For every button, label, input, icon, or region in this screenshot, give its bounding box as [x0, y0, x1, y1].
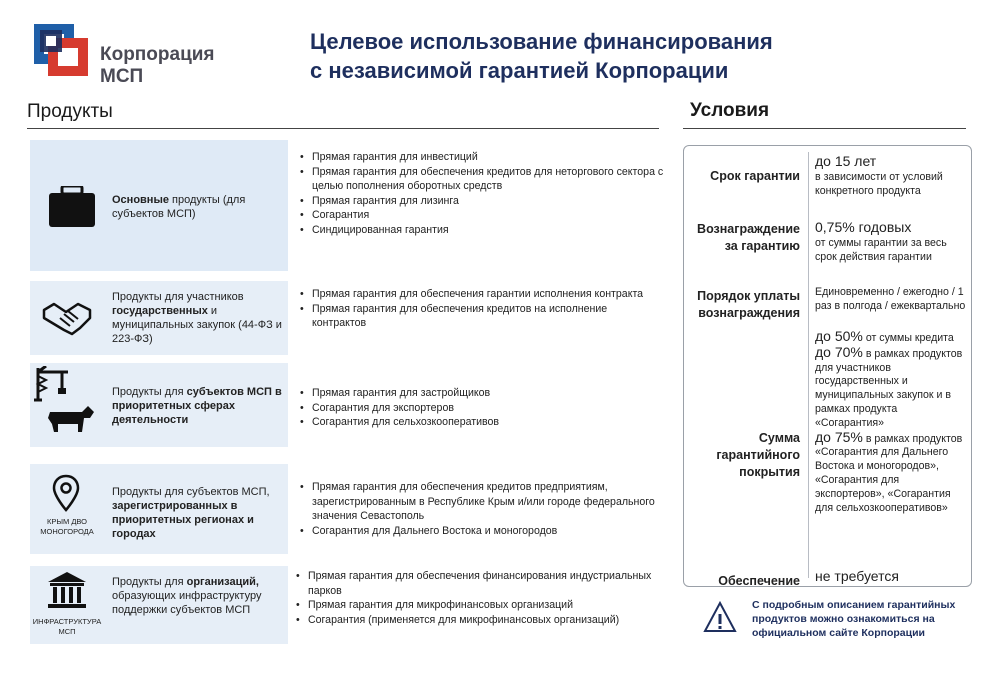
list-item: • Согарантия для экспортеров: [300, 401, 650, 416]
list-item: • Прямая гарантия для обеспечения гарантии исполнения контракта: [300, 287, 650, 302]
products-heading: Продукты: [27, 101, 113, 122]
list-item: • Прямая гарантия для обеспечения кредитов на исполнение контрактов: [300, 302, 650, 331]
product-label-procurement: Продукты для участников государственных и муниципальных закупок (44-ФЗ и 223-ФЗ): [112, 291, 282, 345]
fee-value: 0,75% годовых от суммы гарантии за весь срок действия гарантии: [815, 219, 947, 263]
coverage-label: Сумма гарантийного покрытия: [716, 431, 800, 479]
product-bullets-infrastructure: [296, 569, 668, 627]
logo-line2: МСП: [100, 66, 144, 87]
product-label-regions: Продукты для субъектов МСП, зарегистрированных в приоритетных регионах и городах: [112, 486, 270, 540]
regions-icon-caption: КРЫМ ДВО МОНОГОРОДА: [40, 517, 94, 536]
products-rule: [27, 128, 659, 129]
list-item: • Прямая гарантия для обеспечения кредитов предприятиям, зарегистрированным в Республике Крым и/или городе федерального значения Севастополь: [300, 480, 660, 524]
product-bullets-main: [300, 150, 665, 237]
list-item: • Согарантия (применяется для микрофинансовых организаций): [296, 613, 668, 628]
term-label: Срок гарантии: [710, 169, 800, 183]
list-item: • Согарантия для сельхозкооперативов: [300, 415, 650, 430]
page-title: [310, 27, 870, 85]
list-item: • Согарантия: [300, 208, 665, 223]
product-label-priority: Продукты для субъектов МСП в приоритетных сферах деятельности: [112, 386, 282, 426]
payment-value: Единовременно / ежегодно / 1 раз в полгода / ежеквартально: [815, 286, 966, 312]
info-note: С подробным описанием гарантийных продуктов можно ознакомиться на официальном сайте Корпорации: [752, 599, 956, 639]
crane-cow-icon: [32, 366, 96, 444]
logo-mark-icon: [30, 18, 94, 80]
infrastructure-icon-caption: ИНФРАСТРУКТУРА МСП: [32, 617, 102, 636]
list-item: • Прямая гарантия для обеспечения кредитов для неторгового сектора с целью пополнения оборотных средств: [300, 165, 665, 194]
payment-label: Порядок уплаты вознаграждения: [697, 289, 800, 320]
coverage-value: до 50% от суммы кредита до 70% в рамках продуктов для участников государственных и муниципальных закупок и в рамках продукта «Согарантия» до 75% в рамках продуктов «Согарантия для Дальнего Востока и моногородов», «Согарантия для экспортеров», «Согарантия для сельхозкооперативов»: [815, 328, 963, 514]
product-bullets-priority: [300, 386, 650, 430]
list-item: • Прямая гарантия для инвестиций: [300, 150, 665, 165]
handshake-icon: [42, 298, 92, 338]
info-warning-icon: [703, 601, 737, 633]
title-line1: Целевое использование финансирования: [310, 29, 773, 54]
fee-label: Вознаграждение за гарантию: [697, 222, 800, 253]
product-bullets-procurement: [300, 287, 650, 331]
product-bullets-regions: [300, 480, 660, 538]
conditions-heading: Условия: [690, 100, 770, 121]
list-item: • Синдицированная гарантия: [300, 223, 665, 238]
conditions-divider: [808, 152, 809, 578]
map-pin-icon: [52, 474, 80, 512]
list-item: • Прямая гарантия для обеспечения финансирования индустриальных парков: [296, 569, 668, 598]
title-line2: с независимой гарантией Корпорации: [310, 58, 729, 83]
list-item: • Согарантия для Дальнего Востока и моногородов: [300, 524, 660, 539]
list-item: • Прямая гарантия для лизинга: [300, 194, 665, 209]
product-label-infrastructure: Продукты для организаций, образующих инфраструктуру поддержки субъектов МСП: [112, 576, 262, 616]
logo-text: [100, 44, 215, 88]
collateral-label: Обеспечение: [718, 574, 800, 588]
product-label-main: Основные продукты (для субъектов МСП): [112, 194, 246, 220]
collateral-value: не требуется: [815, 568, 899, 584]
list-item: • Прямая гарантия для застройщиков: [300, 386, 650, 401]
conditions-rule: [683, 128, 966, 129]
term-value: до 15 лет в зависимости от условий конкретного продукта: [815, 153, 943, 197]
logo-line1: Корпорация: [100, 44, 215, 65]
building-columns-icon: [46, 570, 88, 612]
briefcase-icon: [47, 186, 97, 228]
list-item: • Прямая гарантия для микрофинансовых организаций: [296, 598, 668, 613]
